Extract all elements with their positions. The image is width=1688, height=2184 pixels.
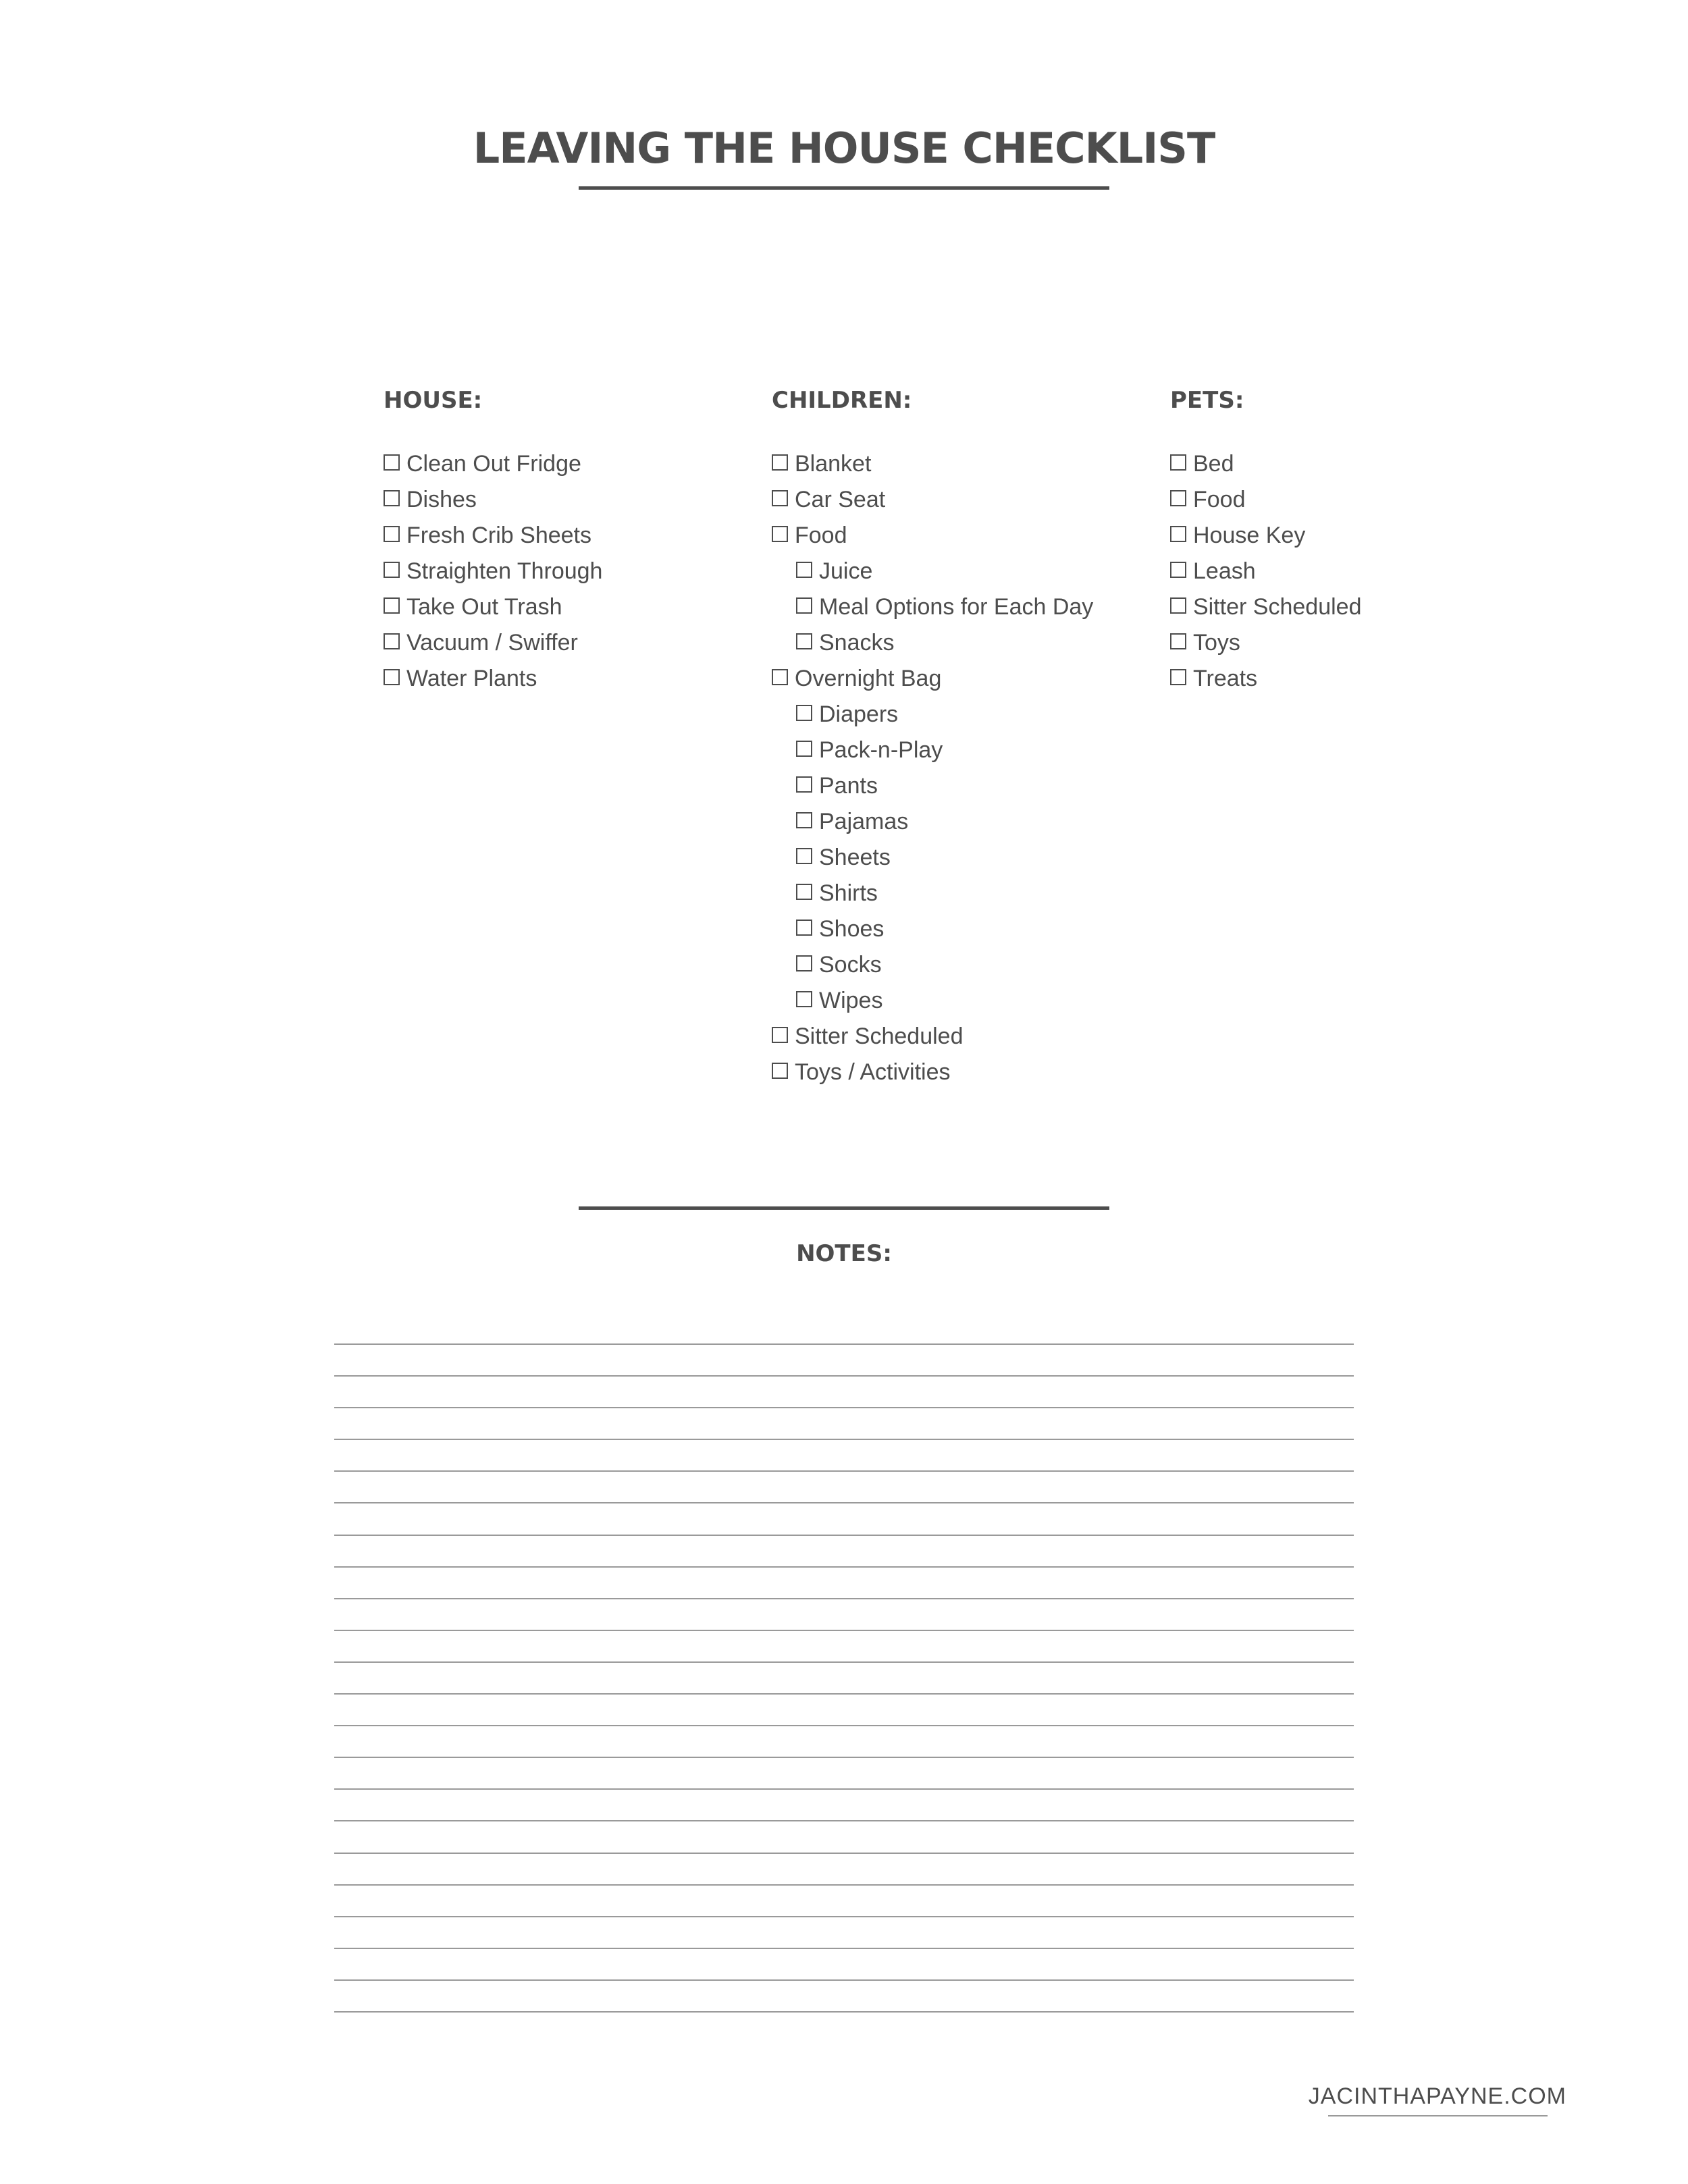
checklist-subitem[interactable] — [772, 733, 1136, 768]
house-column — [384, 383, 748, 697]
children-column — [772, 383, 1136, 1090]
checklist-item[interactable] — [772, 482, 1136, 518]
checkbox[interactable] — [1170, 597, 1186, 614]
note-line[interactable] — [334, 1661, 1354, 1693]
checkbox[interactable] — [772, 1063, 788, 1079]
checkbox[interactable] — [796, 884, 812, 900]
checklist-item[interactable] — [384, 661, 748, 697]
checklist-subitem[interactable] — [772, 625, 1136, 661]
checklist-item[interactable] — [384, 446, 748, 482]
checkbox[interactable] — [796, 955, 812, 971]
checklist-item-label: Sitter Scheduled — [1193, 594, 1362, 620]
note-line[interactable] — [334, 1916, 1354, 1948]
checklist-subitem[interactable] — [772, 983, 1136, 1019]
children-heading: CHILDREN: — [772, 387, 912, 414]
note-line[interactable] — [334, 1853, 1354, 1884]
checkbox[interactable] — [796, 920, 812, 936]
checkbox[interactable] — [384, 454, 400, 471]
checklist-item-label: Food — [1193, 487, 1246, 512]
checklist-item[interactable] — [772, 661, 1136, 697]
checklist-subitem[interactable] — [772, 911, 1136, 947]
checklist-item-label: Straighten Through — [406, 558, 603, 584]
checkbox[interactable] — [384, 562, 400, 578]
checklist-item-label: Wipes — [819, 988, 883, 1013]
checklist-item-label: House Key — [1193, 523, 1306, 548]
checkbox[interactable] — [1170, 633, 1186, 649]
notes-lines[interactable] — [334, 1343, 1354, 2013]
checklist-item-label: Overnight Bag — [795, 666, 942, 691]
checkbox[interactable] — [772, 490, 788, 506]
note-line[interactable] — [334, 1820, 1354, 1852]
checkbox[interactable] — [796, 776, 812, 793]
note-line[interactable] — [334, 2011, 1354, 2013]
checkbox[interactable] — [384, 526, 400, 542]
checklist-item-label: Treats — [1193, 666, 1258, 691]
checklist-item-label: Toys — [1193, 630, 1240, 656]
checkbox[interactable] — [772, 526, 788, 542]
checkbox[interactable] — [796, 597, 812, 614]
checklist-item-label: Shirts — [819, 880, 878, 906]
title-divider — [579, 186, 1109, 190]
checkbox[interactable] — [1170, 669, 1186, 685]
checklist-item[interactable] — [1170, 518, 1535, 554]
checkbox[interactable] — [772, 1027, 788, 1043]
checklist-subitem[interactable] — [772, 554, 1136, 589]
note-line[interactable] — [334, 1502, 1354, 1534]
note-line[interactable] — [334, 1343, 1354, 1375]
note-line[interactable] — [334, 1725, 1354, 1757]
checklist-item[interactable] — [1170, 589, 1535, 625]
checklist-item[interactable] — [1170, 625, 1535, 661]
checklist-item-label: Snacks — [819, 630, 895, 656]
note-line[interactable] — [334, 1535, 1354, 1566]
checklist-item-label: Bed — [1193, 451, 1234, 477]
checklist-item[interactable] — [384, 518, 748, 554]
checklist-subitem[interactable] — [772, 804, 1136, 840]
pets-column — [1170, 383, 1535, 697]
checkbox[interactable] — [384, 490, 400, 506]
checklist-subitem[interactable] — [772, 876, 1136, 911]
checkbox[interactable] — [1170, 490, 1186, 506]
checklist-item-label: Toys / Activities — [795, 1059, 951, 1085]
checklist-item[interactable] — [384, 589, 748, 625]
footer-website-link[interactable]: JACINTHAPAYNE.COM — [1308, 2083, 1566, 2109]
checklist-item-label: Sitter Scheduled — [795, 1023, 964, 1049]
checklist-item-label: Water Plants — [406, 666, 537, 691]
checkbox[interactable] — [796, 562, 812, 578]
note-line[interactable] — [334, 1566, 1354, 1598]
checklist-item-label: Pants — [819, 773, 878, 799]
note-line[interactable] — [334, 1693, 1354, 1725]
checkbox[interactable] — [1170, 526, 1186, 542]
checklist-item-label: Leash — [1193, 558, 1256, 584]
checklist-item-label: Clean Out Fridge — [406, 451, 581, 477]
pets-heading: PETS: — [1170, 387, 1244, 414]
checklist-item[interactable] — [772, 1019, 1136, 1055]
note-line[interactable] — [334, 1630, 1354, 1661]
note-line[interactable] — [334, 1948, 1354, 1979]
checkbox[interactable] — [772, 454, 788, 471]
checkbox[interactable] — [384, 597, 400, 614]
checklist-item[interactable] — [772, 446, 1136, 482]
checkbox[interactable] — [796, 705, 812, 721]
checkbox[interactable] — [796, 741, 812, 757]
notes-divider — [579, 1206, 1109, 1210]
checklist-item[interactable] — [772, 1055, 1136, 1090]
footer-underline — [1328, 2115, 1548, 2116]
checklist-item[interactable] — [1170, 482, 1535, 518]
checklist-item-label: Food — [795, 523, 847, 548]
children-checklist — [772, 446, 1136, 1090]
checklist-item[interactable] — [384, 625, 748, 661]
checklist-item-label: Shoes — [819, 916, 885, 942]
checkbox[interactable] — [384, 669, 400, 685]
checkbox[interactable] — [384, 633, 400, 649]
checklist-item[interactable] — [1170, 554, 1535, 589]
checklist-item-label: Vacuum / Swiffer — [406, 630, 578, 656]
page-title: LEAVING THE HOUSE CHECKLIST — [473, 124, 1215, 173]
checklist-item-label: Take Out Trash — [406, 594, 562, 620]
note-line[interactable] — [334, 1470, 1354, 1502]
pets-checklist — [1170, 446, 1535, 697]
checklist-item-label: Meal Options for Each Day — [819, 594, 1094, 620]
checklist-item-label: Pack-n-Play — [819, 737, 943, 763]
checklist-item-label: Socks — [819, 952, 882, 978]
note-line[interactable] — [334, 1979, 1354, 2011]
checklist-item[interactable] — [384, 482, 748, 518]
checklist-item-label: Fresh Crib Sheets — [406, 523, 591, 548]
note-line[interactable] — [334, 1439, 1354, 1470]
checklist-subitem[interactable] — [772, 840, 1136, 876]
checklist-subitem[interactable] — [772, 589, 1136, 625]
checklist-item[interactable] — [772, 518, 1136, 554]
checklist-item[interactable] — [384, 554, 748, 589]
note-line[interactable] — [334, 1375, 1354, 1407]
note-line[interactable] — [334, 1407, 1354, 1439]
note-line[interactable] — [334, 1884, 1354, 1916]
checklist-item[interactable] — [1170, 446, 1535, 482]
checkbox[interactable] — [796, 991, 812, 1007]
house-heading: HOUSE: — [384, 387, 483, 414]
checklist-item-label: Pajamas — [819, 809, 909, 834]
checklist-subitem[interactable] — [772, 697, 1136, 733]
checklist-item-label: Diapers — [819, 701, 899, 727]
checklist-item-label: Blanket — [795, 451, 872, 477]
notes-heading: NOTES: — [796, 1240, 892, 1267]
checkbox[interactable] — [796, 848, 812, 864]
checklist-item[interactable] — [1170, 661, 1535, 697]
note-line[interactable] — [334, 1757, 1354, 1788]
checklist-item-label: Juice — [819, 558, 873, 584]
checklist-item-label: Sheets — [819, 845, 891, 870]
checkbox[interactable] — [1170, 562, 1186, 578]
checkbox[interactable] — [1170, 454, 1186, 471]
checkbox[interactable] — [796, 633, 812, 649]
checkbox[interactable] — [772, 669, 788, 685]
house-checklist — [384, 446, 748, 697]
checklist-subitem[interactable] — [772, 947, 1136, 983]
checklist-item-label: Car Seat — [795, 487, 886, 512]
note-line[interactable] — [334, 1598, 1354, 1630]
checkbox[interactable] — [796, 812, 812, 828]
checklist-subitem[interactable] — [772, 768, 1136, 804]
note-line[interactable] — [334, 1788, 1354, 1820]
checklist-item-label: Dishes — [406, 487, 477, 512]
